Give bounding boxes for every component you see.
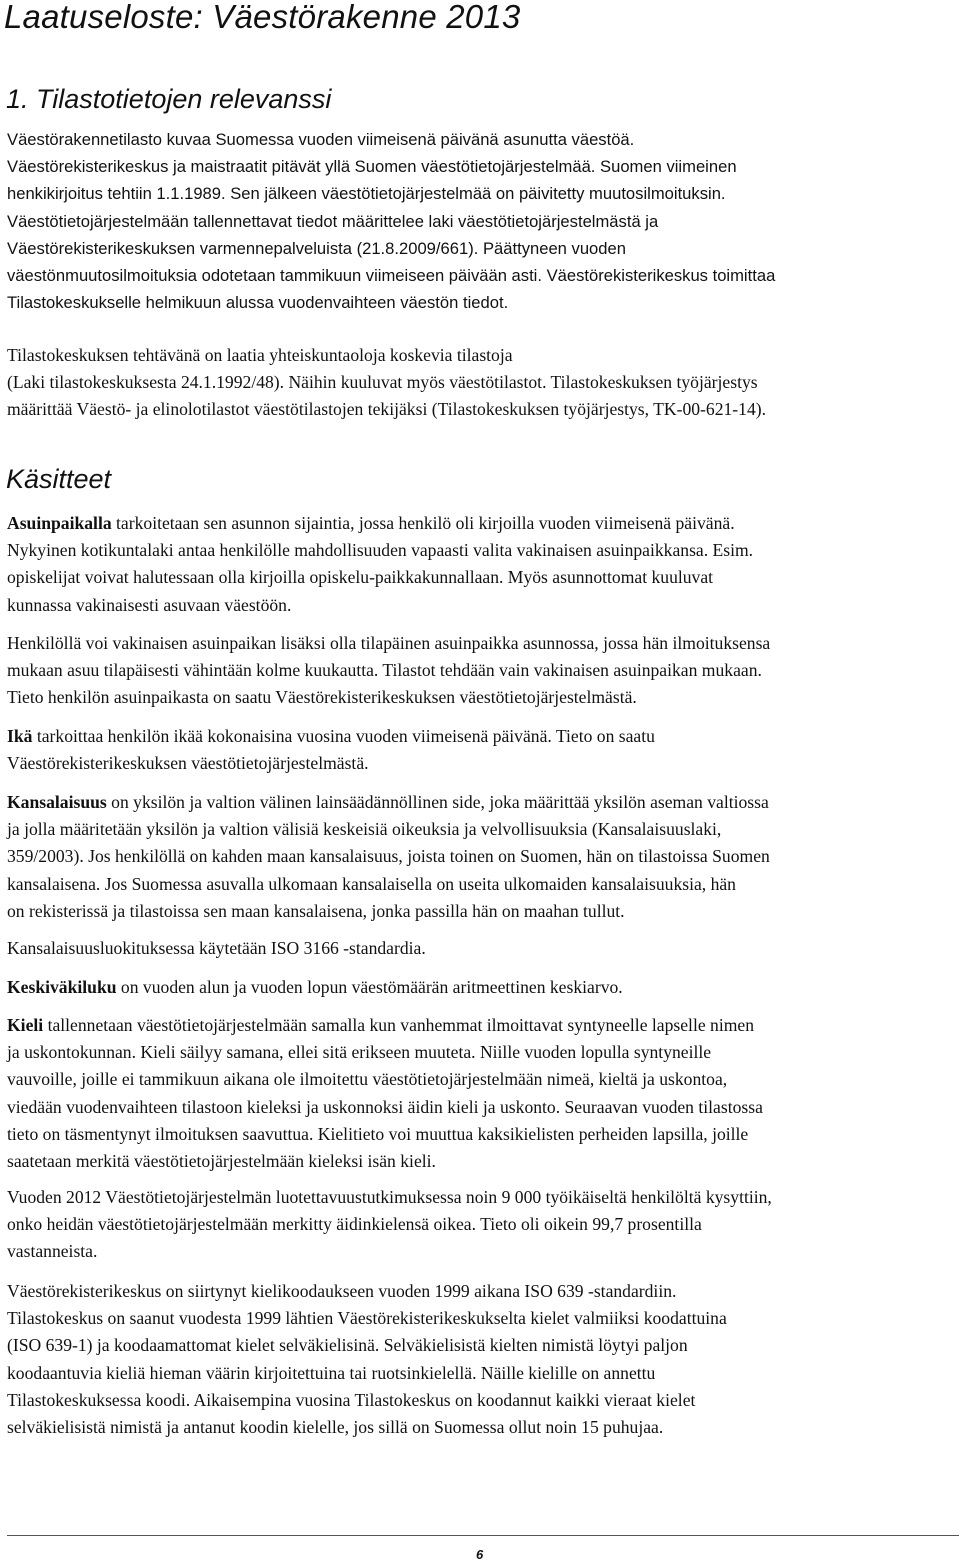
text-line: saatetaan merkitä väestötietojärjestelmään kieleksi isän kieli. — [7, 1151, 436, 1172]
text-line: on rekisterissä ja tilastoissa sen maan kansalaisena, jonka passilla hän on maahan tullut. — [7, 900, 625, 921]
text-line: Väestörekisterikeskuksen varmennepalveluista (21.8.2009/661). Päättyneen vuoden — [7, 238, 626, 258]
text-line: henkikirjoitus tehtiin 1.1.1989. Sen jälkeen väestötietojärjestelmää on päivitetty muutosilmoituksin. — [7, 184, 726, 204]
page-number: 6 — [476, 1547, 484, 1562]
paragraph-language-coding — [7, 1278, 727, 1441]
text-line: Kansalaisuusluokituksessa käytetään ISO 3166 -standardia. — [7, 938, 426, 958]
text-line: Väestörakennetilasto kuvaa Suomessa vuoden viimeisenä päivänä asunutta väestöä. — [7, 130, 635, 149]
paragraph-language-reliability — [7, 1184, 772, 1266]
paragraph-citizenship-classification — [7, 935, 426, 962]
document-title: Laatuseloste: Väestörakenne 2013 — [4, 0, 521, 35]
text-line: on yksilön ja valtion välinen lainsäädännöllinen side, joka määrittää yksilön aseman valtiossa — [106, 792, 769, 812]
text-line — [7, 723, 655, 750]
text-line: tarkoitetaan sen asunnon sijaintia, jossa henkilö oli kirjoilla vuoden viimeisenä päivänä. — [111, 513, 735, 533]
term-citizenship: Kansalaisuus — [7, 792, 107, 812]
text-line: tarkoittaa henkilön ikää kokonaisina vuosina vuoden viimeisenä päivänä. Tieto on saatu — [32, 726, 655, 746]
text-line: onko heidän väestötietojärjestelmään merkitty äidinkielensä oikea. Tieto oli oikein 99,7 prosentilla — [7, 1214, 702, 1235]
text-line: koodaantuvia kieliä hieman väärin kirjoitettuina tai ruotsinkielellä. Näille kielille on annettu — [7, 1362, 656, 1383]
text-line: viedään vuodenvaihteen tilastoon kieleksi ja uskonnoksi äidin kieli ja uskonto. Seuraavan vuoden tilastossa — [7, 1096, 763, 1117]
text-line: väestönmuutosilmoituksia odotetaan tammikuun viimeiseen päivään asti. Väestörekisterikeskus toimittaa — [7, 266, 776, 286]
text-line: Väestötietojärjestelmään tallennettavat tiedot määrittelee laki väestötietojärjestelmästä ja — [7, 211, 659, 231]
text-line: Väestörekisterikeskuksen väestötietojärjestelmästä. — [7, 753, 369, 774]
term-mean-population: Keskiväkiluku — [7, 977, 117, 997]
paragraph-language — [7, 1012, 763, 1175]
text-line — [7, 789, 770, 816]
footer-divider — [7, 1535, 959, 1536]
section-heading-relevance: 1. Tilastotietojen relevanssi — [6, 84, 332, 114]
text-line: on vuoden alun ja vuoden lopun väestömäärän aritmeettinen keskiarvo. — [116, 977, 623, 997]
text-line: määrittää Väestö- ja elinolotilastot väestötilastojen tekijäksi (Tilastokeskuksen työjärjestys, TK-00-621-14). — [7, 399, 766, 420]
paragraph-residence — [7, 510, 753, 619]
text-line: opiskelijat voivat halutessaan olla kirjoilla opiskelu-paikkakunnallaan. Myös asunnottomat kuuluvat — [7, 567, 714, 588]
text-line: mukaan asuu tilapäisesti vähintään kolme kuukautta. Tilastot tehdään vain vakinaisen asuinpaikan mukaan. — [7, 660, 762, 681]
paragraph-temporary-residence — [7, 630, 770, 712]
text-line — [7, 510, 753, 537]
text-line — [7, 974, 623, 1001]
text-line: ja uskontokunnan. Kieli säilyy samana, ellei sitä erikseen muuteta. Niille vuoden lopulla syntyneille — [7, 1042, 712, 1063]
text-line: Tilastokeskuksessa koodi. Aikaisempina vuosina Tilastokeskus on koodannut kaikki vieraat kielet — [7, 1389, 696, 1410]
text-line: Tieto henkilön asuinpaikasta on saatu Väestörekisterikeskuksen väestötietojärjestelmästä. — [7, 687, 637, 708]
text-line: Nykyinen kotikuntalaki antaa henkilölle mahdollisuuden vapaasti valita vakinaisen asuinpaikkansa. Esim. — [7, 540, 754, 561]
text-line: Tilastokeskus on saanut vuodesta 1999 lähtien Väestörekisterikeskukselta kielet valmiiksi koodattuina — [7, 1308, 727, 1329]
paragraph-citizenship — [7, 789, 770, 925]
text-line: 359/2003). Jos henkilöllä on kahden maan kansalaisuus, joista toinen on Suomen, hän on tilastoissa Suomen — [7, 846, 770, 867]
text-line: ja jolla määritetään yksilön ja valtion välisiä keskeisiä oikeuksia ja velvollisuuksia (Kansalaisuuslaki, — [7, 819, 722, 840]
paragraph-relevance-intro — [7, 126, 775, 316]
text-line: kunnassa vakinaisesti asuvaan väestöön. — [7, 594, 292, 615]
paragraph-statistics-mandate — [7, 342, 766, 424]
text-line — [7, 1012, 763, 1039]
text-line: kansalaisena. Jos Suomessa asuvalla ulkomaan kansalaisella on useita ulkomaiden kansalaisuuksia, hän — [7, 873, 736, 894]
text-line: Vuoden 2012 Väestötietojärjestelmän luotettavuustutkimuksessa noin 9 000 työikäiseltä henkilöltä kysyttiin, — [7, 1187, 772, 1207]
term-residence: Asuinpaikalla — [7, 513, 112, 533]
text-line: Tilastokeskuksen tehtävänä on laatia yhteiskuntaoloja koskevia tilastoja — [7, 345, 513, 365]
term-age: Ikä — [7, 726, 33, 746]
text-line: vastanneista. — [7, 1241, 98, 1262]
text-line: tallennetaan väestötietojärjestelmään samalla kun vanhemmat ilmoittavat syntyneelle lapselle nimen — [43, 1015, 755, 1035]
text-line: vauvoille, joille ei tammikuun aikana ole ilmoitettu väestötietojärjestelmään nimeä, kieltä ja uskontoa, — [7, 1069, 728, 1090]
text-line: Tilastokeskukselle helmikuun alussa vuodenvaihteen väestön tiedot. — [7, 293, 509, 313]
text-line: selväkielisistä nimistä ja antanut koodin kielelle, jos sillä on Suomessa ollut noin 15 puhujaa. — [7, 1417, 664, 1438]
paragraph-age — [7, 723, 655, 777]
text-line: (ISO 639-1) ja koodaamattomat kielet selväkielisinä. Selväkielisistä kielten nimistä löytyi paljon — [7, 1335, 688, 1356]
text-line: Väestörekisterikeskus on siirtynyt kielikoodaukseen vuoden 1999 aikana ISO 639 -standardiin. — [7, 1281, 677, 1301]
term-language: Kieli — [7, 1015, 44, 1035]
text-line: Väestörekisterikeskus ja maistraatit pitävät yllä Suomen väestötietojärjestelmää. Suomen viimeinen — [7, 157, 737, 177]
text-line: Henkilöllä voi vakinaisen asuinpaikan lisäksi olla tilapäinen asuinpaikka asunnossa, jossa hän ilmoituksensa — [7, 633, 771, 653]
paragraph-mean-population — [7, 974, 623, 1001]
text-line: (Laki tilastokeskuksesta 24.1.1992/48). Näihin kuuluvat myös väestötilastot. Tilastokeskuksen työjärjestys — [7, 372, 758, 393]
section-heading-concepts: Käsitteet — [6, 464, 112, 494]
text-line: tieto on täsmentynyt ilmoituksen saavuttua. Kielitieto voi muuttua kaksikielisten perheiden lapsilla, joille — [7, 1123, 749, 1144]
